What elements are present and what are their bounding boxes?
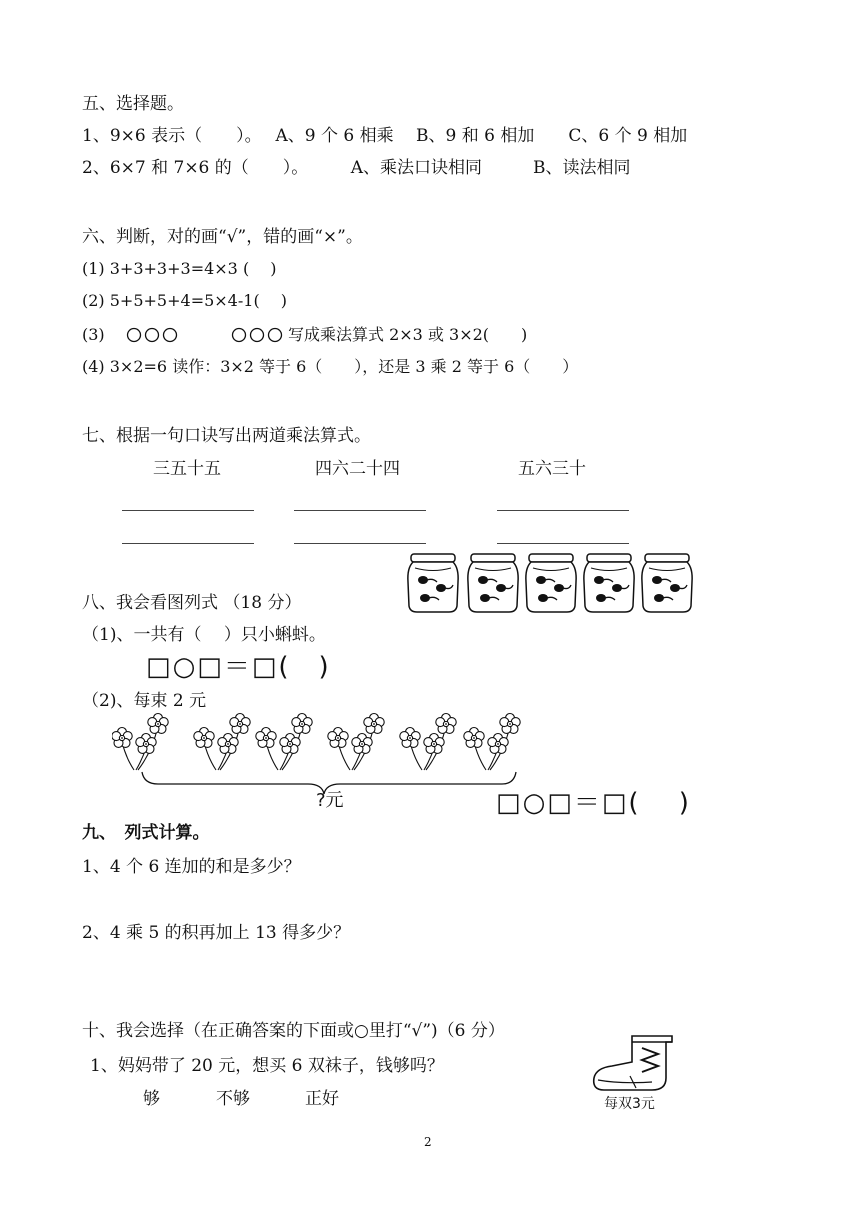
section9-title: 九、 列式计算。: [82, 823, 210, 843]
s6-question-1: (1) 3+3+3+3=4×3 ( ): [82, 259, 277, 278]
option-exactly[interactable]: 正好: [305, 1089, 339, 1109]
koujue-2: 四六二十四: [315, 459, 400, 479]
section10-title: 十、我会选择（在正确答案的下面或○里打“√”)（6 分）: [82, 1021, 505, 1041]
s6-question-3-text: 写成乘法算式 2×3 或 3×2( ): [288, 325, 528, 344]
s10-question-1: 1、妈妈带了 20 元，想买 6 双袜子，钱够吗？: [90, 1056, 444, 1076]
brace-label: ?元: [316, 790, 344, 811]
s6-question-3-number: (3): [82, 325, 105, 344]
section8-title: 八、我会看图列式 （18 分）: [82, 593, 302, 613]
s8-question-2: （2)、每束 2 元: [82, 691, 207, 711]
option-enough[interactable]: 够: [143, 1089, 160, 1109]
answer-line[interactable]: [122, 510, 254, 511]
koujue-3: 五六三十: [518, 459, 586, 479]
page-number: 2: [424, 1135, 432, 1149]
s5-question-1: 1、9×6 表示（ ）。 A、9 个 6 相乘 B、9 和 6 相加 C、6 个 9 相加: [82, 126, 688, 146]
answer-line[interactable]: [497, 543, 629, 544]
s6-question-2: (2) 5+5+5+4=5×4-1( ): [82, 291, 288, 310]
s5-question-2: 2、6×7 和 7×6 的（ ）。 A、乘法口诀相同 B、读法相同: [82, 158, 631, 178]
answer-line[interactable]: [294, 510, 426, 511]
tadpole-jars-picture: [405, 552, 700, 614]
answer-line[interactable]: [497, 510, 629, 511]
section6-title: 六、判断，对的画“√”，错的画“×”。: [82, 227, 363, 247]
section7-title: 七、根据一句口诀写出两道乘法算式。: [82, 426, 371, 446]
option-not-enough[interactable]: 不够: [216, 1089, 250, 1109]
formula-blank-1[interactable]: □○□＝□( ): [146, 652, 331, 682]
s6-question-4: (4) 3×2=6 读作：3×2 等于 6（ ），还是 3 乘 2 等于 6（ ）: [82, 357, 579, 376]
formula-blank-2[interactable]: □○□＝□( ): [496, 788, 691, 818]
sock-price-label: 每双3元: [604, 1096, 655, 1112]
answer-line[interactable]: [294, 543, 426, 544]
s9-question-1: 1、4 个 6 连加的和是多少？: [82, 857, 301, 877]
s8-question-1: （1)、一共有（ ）只小蝌蚪。: [82, 625, 326, 645]
circles-diagram: [126, 325, 296, 345]
answer-line[interactable]: [122, 543, 254, 544]
sock-icon: [590, 1032, 690, 1094]
section5-title: 五、选择题。: [82, 94, 184, 114]
koujue-1: 三五十五: [153, 459, 221, 479]
s9-question-2: 2、4 乘 5 的积再加上 13 得多少？: [82, 923, 351, 943]
